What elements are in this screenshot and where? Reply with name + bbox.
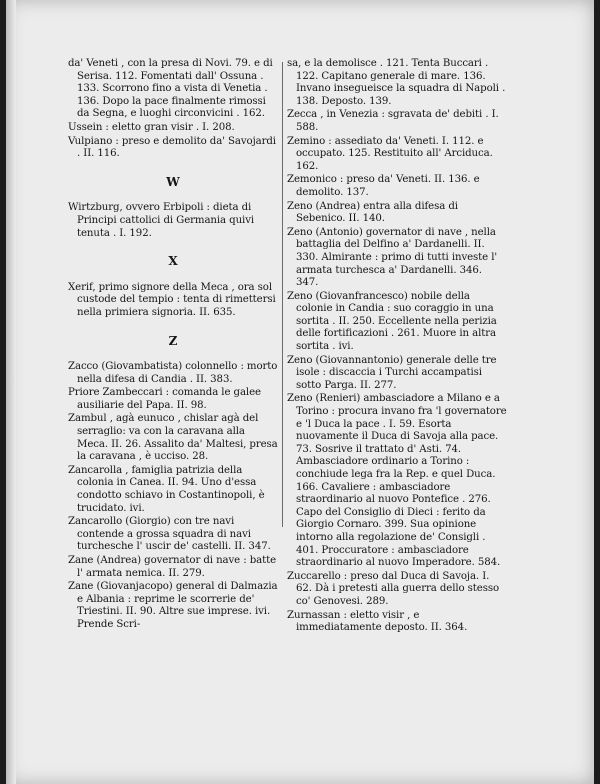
index-entry: Vulpiano : preso e demolito da' Savojardi . II. 116.: [68, 135, 276, 160]
section-letter: X: [168, 254, 178, 269]
index-entry: Ussein : eletto gran visir . I. 208.: [68, 121, 235, 133]
index-column-right: [287, 58, 507, 636]
index-entry: Zuccarello : preso dal Duca di Savoja. I. 62. Dà i pretesti alla guerra dello stesso co' Genovesi. 289.: [287, 570, 500, 607]
section-letter: W: [166, 174, 180, 189]
index-entry: Zeno (Andrea) entra alla difesa di Sebenico. II. 140.: [287, 200, 458, 225]
index-entry: Xerif, primo signore della Meca , ora sol custode del tempio : tenta di rimettersi nella primiera signoria. II. 635.: [68, 281, 276, 318]
column-divider: [282, 62, 283, 527]
index-entry: sa, e la demolisce . 121. Tenta Buccari . 122. Capitano generale di mare. 136. Invano insegueisce la squadra di Napoli . 138. Deposto. 139.: [287, 58, 506, 107]
index-entry: Zane (Giovanjacopo) general di Dalmazia e Albania : reprime le scorrerie de' Triestini. II. 90. Altre sue imprese. ivi. Prende Scri-: [68, 581, 278, 630]
index-entry: Zane (Andrea) governator di nave : batte l' armata nemica. II. 279.: [68, 555, 277, 579]
index-entry: da' Veneti , con la presa di Novi. 79. e di Serisa. 112. Fomentati dall' Ossuna . 133. Scorrono fino a vista di Venetia . 136. Dopo la pace finalmente rimossi da Segna, e luoghi circonvicini . 162.: [68, 58, 273, 120]
index-entry: Zemonico : preso da' Veneti. II. 136. e demolito. 137.: [287, 174, 480, 198]
index-entry: Priore Zambeccari : comanda le galee ausiliarie del Papa. II. 98.: [68, 387, 261, 411]
index-entry: Zemino : assediato da' Veneti. I. 112. e occupato. 125. Restituito all' Arciduca. 162.: [287, 135, 493, 172]
section-letter: Z: [168, 333, 178, 348]
index-column-left: [68, 58, 278, 633]
index-entry: Zancarolla , famiglia patrizia della colonia in Canea. II. 94. Uno d'essa condotto schiavo in Costantinopoli, è trucidato. ivi.: [68, 464, 265, 514]
index-entry: Zecca , in Venezia : sgravata de' debiti . I. 588.: [287, 109, 499, 133]
index-entry: Zeno (Giovannantonio) generale delle tre isole : discaccia i Turchi accampatisi sotto Parga. II. 277.: [287, 354, 497, 391]
index-entry: Zeno (Giovanfrancesco) nobile della colonie in Candia : suo coraggio in una sortita . II. 250. Eccellente nella perizia delle fortificazioni . 261. Muore in altra sortita . ivi.: [287, 290, 497, 353]
index-entry: Zeno (Renieri) ambasciadore a Milano e a Torino : procura invano fra 'l governatore e 'l Duca la pace . I. 59. Esorta nuovamente il Duca di Savoja alla pace. 73. Sosrive il trattato d' Asti. 74. Ambasciadore ordinario a Torino : conchiude lega fra la Rep. e quel Duca. 166. Cavaliere : ambasciadore straordinario al nuovo Pontefice . 276. Capo del Consiglio di Dieci : ferito da Giorgio Cornaro. 399. Sua opinione intorno alla regolazione de' Consigli . 401. Proccuratore : ambasciadore straordinario al nuovo Imperadore. 584.: [287, 393, 507, 569]
book-page: [6, 0, 594, 784]
index-entry: Zacco (Giovambatista) colonnello : morto nella difesa di Candia . II. 383.: [68, 361, 278, 385]
index-entry: Zancarollo (Giorgio) con tre navi contende a grossa squadra di navi turchesche l' uscir de' castelli. II. 347.: [68, 516, 271, 553]
index-entry: Zeno (Antonio) governator di nave , nella battaglia del Delfino a' Dardanelli. II. 330. Almirante : primo di tutti investe l' armata turchesca a' Dardanelli. 346. 347.: [287, 226, 498, 289]
index-entry: Zambul , agà eunuco , chislar agà del serraglio: va con la caravana alla Meca. II. 26. Assalito da' Maltesi, presa la caravana , è ucciso. 28.: [68, 413, 278, 463]
index-entry: Wirtzburg, ovvero Erbipoli : dieta di Principi cattolici di Germania quivi tenuta . I. 192.: [68, 202, 255, 239]
index-entry: Zurnassan : eletto visir , e immediatamente deposto. II. 364.: [287, 609, 468, 634]
page-edge: [6, 0, 16, 784]
